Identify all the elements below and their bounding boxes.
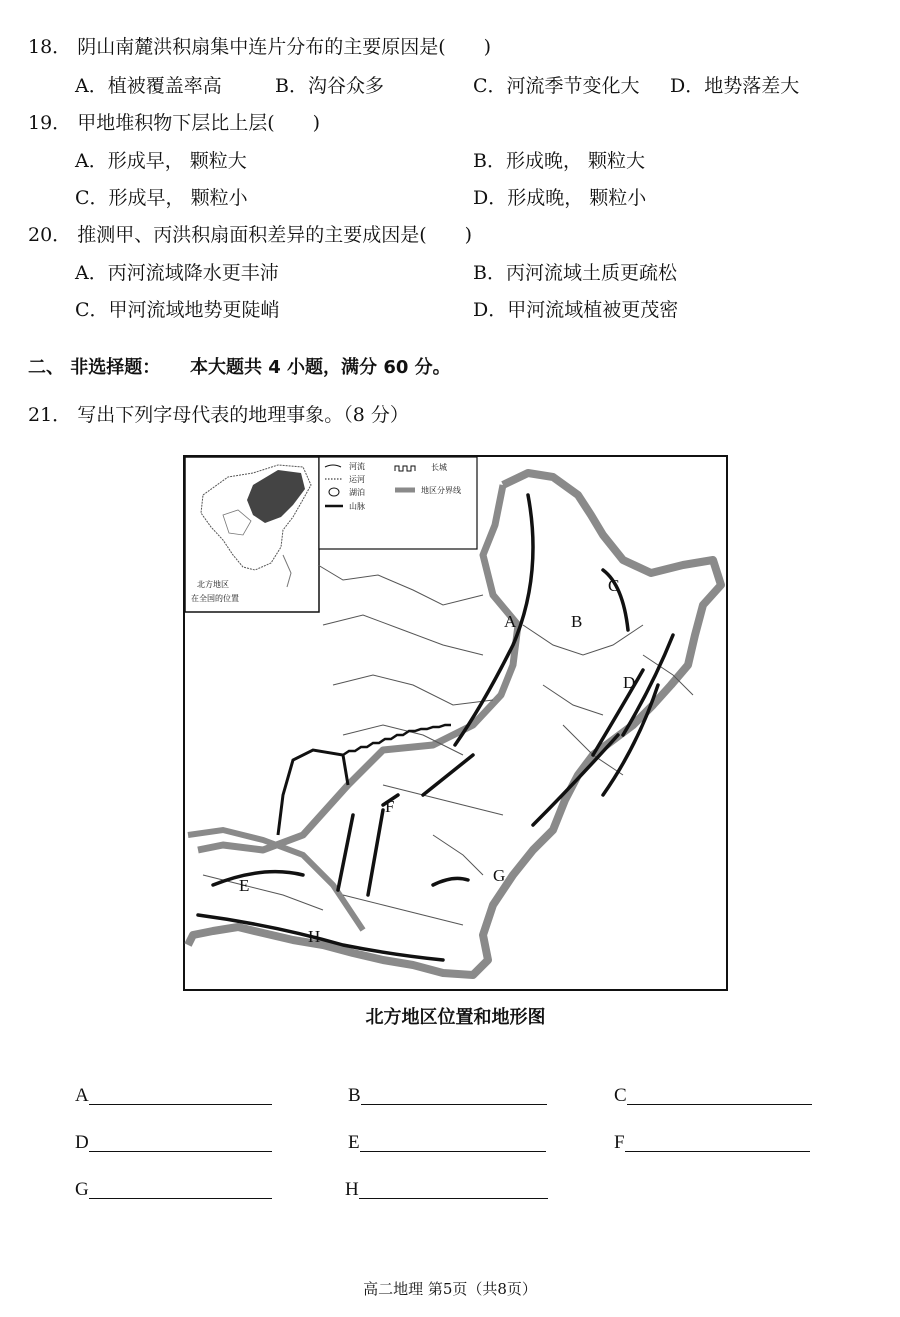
q18-option-a[interactable]: A．植被覆盖率高 [75, 75, 222, 97]
q19-stem: 19． 甲地堆积物下层比上层( ) [28, 112, 321, 134]
q20-option-c[interactable]: C．甲河流域地势更陡峭 [75, 299, 280, 321]
answer-h-label: H [345, 1179, 359, 1200]
answer-a-blank[interactable] [89, 1086, 272, 1105]
q18-option-c[interactable]: C．河流季节变化大 [473, 75, 640, 97]
answer-g[interactable] [75, 1180, 272, 1199]
north-china-map [183, 455, 728, 991]
q19-option-b[interactable]: B．形成晚， 颗粒大 [473, 150, 646, 172]
answer-a[interactable] [75, 1086, 272, 1105]
answer-d[interactable] [75, 1133, 272, 1152]
q20-option-b[interactable]: B．丙河流域土质更疏松 [473, 262, 677, 284]
inset-caption-line1: 北方地区 [197, 580, 229, 589]
q20-option-a[interactable]: A．丙河流域降水更丰沛 [75, 262, 279, 284]
map-legend [319, 457, 477, 549]
legend-lake-label: 湖泊 [349, 488, 365, 497]
map-label-e: E [239, 876, 250, 895]
q19-option-c[interactable]: C．形成早， 颗粒小 [75, 187, 248, 209]
map-label-d: D [623, 673, 636, 692]
q18-option-d[interactable]: D．地势落差大 [670, 75, 800, 97]
inset-caption-line2: 在全国的位置 [191, 594, 239, 603]
answer-c[interactable] [614, 1086, 812, 1105]
legend-mountain-label: 山脉 [349, 502, 365, 511]
legend-great-wall-label: 长城 [431, 463, 447, 472]
map-label-c: C [608, 576, 620, 595]
q19-option-a[interactable]: A．形成早， 颗粒大 [75, 150, 247, 172]
answer-c-blank[interactable] [627, 1086, 812, 1105]
map-label-a: A [504, 612, 517, 631]
map-label-b: B [571, 612, 583, 631]
answer-d-blank[interactable] [89, 1133, 272, 1152]
answer-f-blank[interactable] [625, 1133, 810, 1152]
q21-stem: 21． 写出下列字母代表的地理事象。（8 分） [28, 404, 409, 426]
answer-b-blank[interactable] [361, 1086, 547, 1105]
answer-e-label: E [348, 1132, 360, 1153]
q20-option-d[interactable]: D．甲河流域植被更茂密 [473, 299, 679, 321]
answer-c-label: C [614, 1085, 627, 1106]
answer-g-blank[interactable] [89, 1180, 272, 1199]
answer-b[interactable] [348, 1086, 547, 1105]
answer-g-label: G [75, 1179, 89, 1200]
answer-e-blank[interactable] [360, 1133, 546, 1152]
map-label-g: G [493, 866, 506, 885]
answer-d-label: D [75, 1132, 89, 1153]
answer-h[interactable] [345, 1180, 548, 1199]
q19-option-d[interactable]: D．形成晚， 颗粒小 [473, 187, 647, 209]
map-label-h: H [308, 927, 321, 946]
answer-f-label: F [614, 1132, 625, 1153]
legend-canal-label: 运河 [349, 475, 365, 484]
map-label-f: F [385, 797, 395, 816]
q20-stem: 20． 推测甲、丙洪积扇面积差异的主要成因是( ) [28, 224, 473, 246]
inset-map [185, 457, 319, 612]
answer-e[interactable] [348, 1133, 546, 1152]
answer-a-label: A [75, 1085, 89, 1106]
page-footer: 高二地理 第5页（共8页） [363, 1280, 537, 1298]
section2-label: 二、 非选择题： [28, 357, 161, 378]
answer-b-label: B [348, 1085, 361, 1106]
q18-stem: 18． 阴山南麓洪积扇集中连片分布的主要原因是( ) [28, 36, 492, 58]
answer-h-blank[interactable] [359, 1180, 548, 1199]
answer-f[interactable] [614, 1133, 810, 1152]
legend-boundary-label: 地区分界线 [421, 486, 461, 495]
legend-river-label: 河流 [349, 462, 365, 471]
map-caption: 北方地区位置和地形图 [365, 1007, 546, 1028]
section2-description: 本大题共 4 小题，满分 60 分。 [190, 357, 451, 378]
q18-option-b[interactable]: B．沟谷众多 [275, 75, 384, 97]
